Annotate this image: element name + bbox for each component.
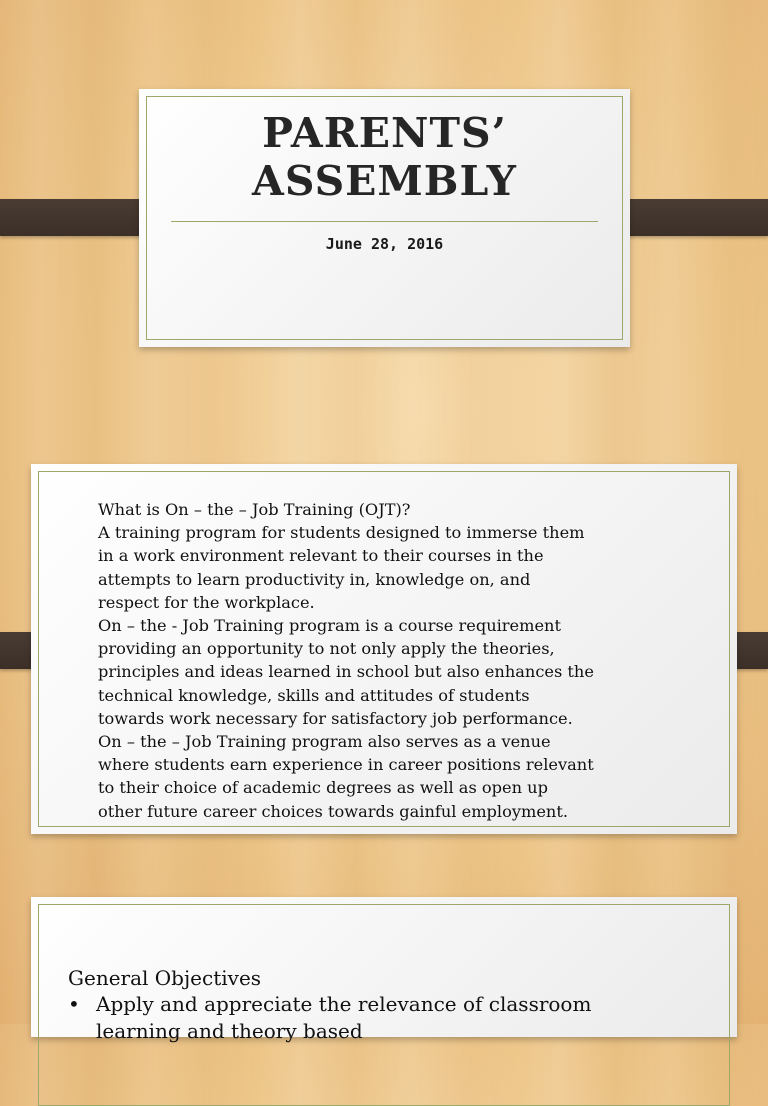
objective-text: Apply and appreciate the relevance of classroom <box>96 992 592 1016</box>
ojt-text-line: technical knowledge, skills and attitudes of students <box>98 685 530 705</box>
ojt-text-line: On – the - Job Training program is a course requirement <box>98 616 561 636</box>
objective-item-continued <box>68 1018 363 1045</box>
bullet-symbol: • <box>68 992 80 1016</box>
objectives-heading: General Objectives <box>68 966 262 990</box>
ojt-description <box>98 498 698 823</box>
title-line-2: ASSEMBLY <box>252 157 517 205</box>
title-divider <box>171 221 598 222</box>
ojt-text-line: attempts to learn productivity in, knowledge on, and <box>98 569 531 589</box>
page-title <box>139 109 630 205</box>
left-ribbon-slide1 <box>0 199 155 236</box>
ojt-text-line: On – the – Job Training program also serves as a venue <box>98 732 551 752</box>
title-line-1: PARENTS’ <box>262 109 507 157</box>
right-ribbon-slide1 <box>613 199 768 236</box>
objective-text-continued: learning and theory based <box>96 1019 363 1043</box>
ojt-text-line: respect for the workplace. <box>98 592 315 612</box>
ojt-text-line: A training program for students designed to immerse them <box>98 523 585 543</box>
ojt-text-line: towards work necessary for satisfactory job performance. <box>98 708 573 728</box>
title-slide-card <box>139 89 630 347</box>
ojt-text-line: in a work environment relevant to their courses in the <box>98 546 544 566</box>
assembly-date: June 28, 2016 <box>325 235 444 253</box>
ojt-text-line: where students earn experience in career positions relevant <box>98 755 594 775</box>
ojt-text-line: other future career choices towards gainful employment. <box>98 801 568 821</box>
ojt-text-line: providing an opportunity to not only apply the theories, <box>98 639 555 659</box>
ojt-text-line: principles and ideas learned in school but also enhances the <box>98 662 594 682</box>
ojt-text-line: to their choice of academic degrees as well as open up <box>98 778 548 798</box>
ojt-text-line: What is On – the – Job Training (OJT)? <box>98 500 411 519</box>
objective-item <box>68 991 591 1018</box>
